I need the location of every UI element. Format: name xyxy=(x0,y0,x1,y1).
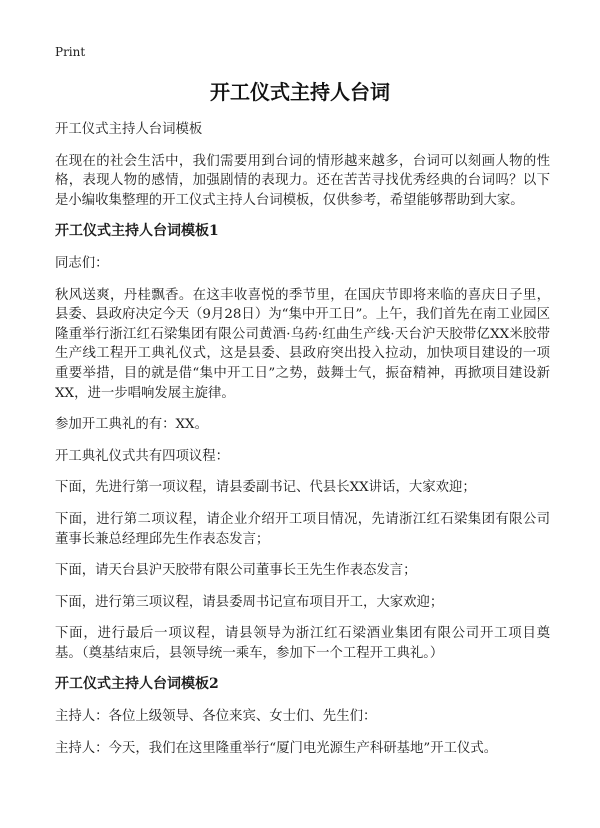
document-body xyxy=(55,120,550,770)
page-title: 开工仪式主持人台词 xyxy=(210,80,390,104)
paragraph: 秋风送爽，丹桂飘香。在这丰收喜悦的季节里，在国庆节即将来临的喜庆日子里，县委、县政府决定今天（9月28日）为“集中开工日”。上午，我们首先在南工业园区隆重举行浙江红石梁集团有限公司黄酒·乌药·红曲生产线·天台沪天胶带亿XX米胶带生产线工程开工典礼仪式，这是县委、县政府突出投入拉动，加快项目建设的一项重要举措，目的就是借“集中开工日”之势，鼓舞士气，振奋精神，再掀项目建设新XX，进一步唱响发展主旋律。 xyxy=(55,287,550,401)
paragraph: 主持人：今天，我们在这里隆重举行“厦门电光源生产科研基地”开工仪式。 xyxy=(55,740,498,756)
paragraph: 下面，请天台县沪天胶带有限公司董事长王先生作表态发言； xyxy=(55,563,417,579)
section-heading-2: 开工仪式主持人台词模板2 xyxy=(55,676,219,693)
paragraph: 下面，进行第二项议程，请企业介绍开工项目情况，先请浙江红石梁集团有限公司董事长兼总经理邱先生作表态发言； xyxy=(55,511,550,547)
paragraph: 主持人：各位上级领导、各位来宾、女士们、先生们： xyxy=(55,709,377,725)
paragraph: 下面，进行第三项议程，请县委周书记宣布项目开工，大家欢迎； xyxy=(55,594,444,610)
paragraph: 下面，先进行第一项议程，请县委副书记、代县长XX讲话，大家欢迎； xyxy=(55,480,476,496)
print-label[interactable]: Print xyxy=(55,45,86,59)
paragraph: 开工典礼仪式共有四项议程： xyxy=(55,448,230,464)
paragraph: 下面，进行最后一项议程，请县领导为浙江红石梁酒业集团有限公司开工项目奠基。（奠基结束后，县领导统一乘车，参加下一个工程开工典礼。） xyxy=(55,626,550,661)
paragraph: 参加开工典礼的有：XX。 xyxy=(55,417,208,433)
intro-paragraph: 在现在的社会生活中，我们需要用到台词的情形越来越多，台词可以刻画人物的性格，表现人物的感情，加强剧情的表现力。还在苦苦寻找优秀经典的台词吗？以下是小编收集整理的开工仪式主持人台词模板，仅供参考，希望能够帮助到大家。 xyxy=(55,153,550,208)
intro-subtitle: 开工仪式主持人台词模板 xyxy=(55,122,203,137)
paragraph: 同志们： xyxy=(55,255,109,271)
section-heading-1: 开工仪式主持人台词模板1 xyxy=(55,223,219,240)
